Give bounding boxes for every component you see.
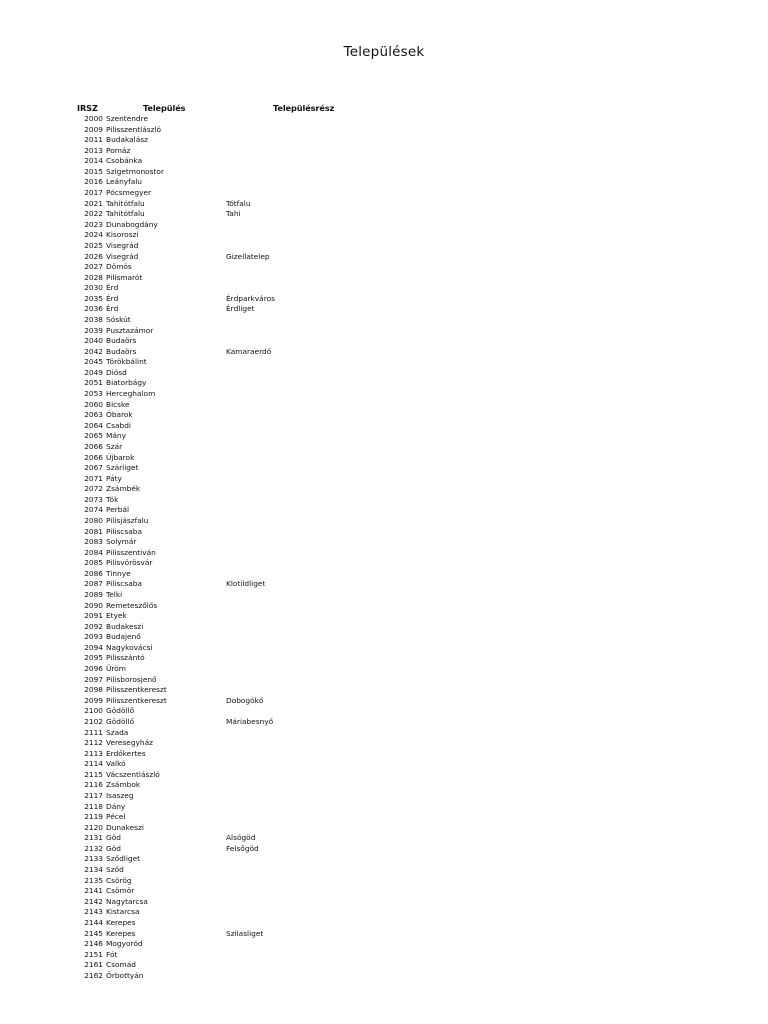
postal-code-cell: 2095 (84, 653, 103, 663)
header-telepules: Település (143, 103, 186, 113)
postal-code-cell: 2131 (84, 833, 103, 843)
table-row (0, 675, 768, 686)
postal-code-cell: 2090 (84, 600, 103, 610)
postal-code-cell: 2060 (84, 399, 103, 409)
settlement-cell: Diósd (106, 367, 127, 377)
postal-code-cell: 2063 (84, 410, 103, 420)
settlement-cell: Pilisszentiván (106, 547, 156, 557)
postal-code-cell: 2071 (84, 473, 103, 483)
header-irsz: IRSZ (77, 103, 98, 113)
settlement-cell: Zsámbok (106, 780, 141, 790)
postal-code-cell: 2014 (84, 156, 103, 166)
table-row (0, 527, 768, 538)
settlement-cell: Pusztazámor (106, 325, 154, 335)
table-row (0, 273, 768, 284)
table-row (0, 971, 768, 982)
settlement-cell: Tahitótfalu (106, 209, 145, 219)
settlement-cell: Dány (106, 801, 126, 811)
table-row (0, 304, 768, 315)
settlement-cell: Piliscsaba (106, 579, 142, 589)
settlement-cell: Nagykovácsi (106, 642, 153, 652)
settlement-cell: Budaörs (106, 346, 137, 356)
settlement-cell: Fót (106, 949, 118, 959)
settlement-part-cell: Tahi (226, 209, 241, 219)
postal-code-cell: 2115 (84, 769, 103, 779)
table-row (0, 177, 768, 188)
table-row (0, 569, 768, 580)
settlement-cell: Csömör (106, 886, 135, 896)
table-row (0, 357, 768, 368)
settlement-cell: Pilisjászfalu (106, 515, 149, 525)
postal-code-cell: 2117 (84, 791, 103, 800)
postal-code-cell: 2092 (84, 621, 103, 631)
postal-code-cell: 2094 (84, 642, 103, 652)
settlement-part-cell: Érdparkváros (226, 293, 275, 303)
settlement-cell: Piliscsaba (106, 526, 142, 536)
table-row (0, 622, 768, 633)
settlement-cell: Kerepes (106, 928, 136, 938)
table-row (0, 114, 768, 125)
table-row (0, 463, 768, 474)
table-row (0, 505, 768, 516)
table-row (0, 664, 768, 675)
settlement-cell: Visegrád (106, 240, 139, 250)
postal-code-cell: 2026 (84, 251, 103, 261)
settlement-cell: Érd (106, 283, 119, 293)
settlement-cell: Óbarok (106, 410, 133, 420)
postal-code-cell: 2015 (84, 166, 103, 176)
table-row (0, 918, 768, 929)
settlement-cell: Őrbottyán (106, 970, 144, 980)
settlement-cell: Etyek (106, 611, 127, 621)
table-row (0, 643, 768, 654)
table-row (0, 770, 768, 781)
settlement-cell: Tök (106, 494, 119, 504)
settlement-cell: Kistarcsa (106, 907, 140, 917)
settlement-cell: Mogyoród (106, 939, 143, 949)
settlement-cell: Érd (106, 304, 119, 314)
table-row (0, 199, 768, 210)
postal-code-cell: 2142 (84, 896, 103, 906)
settlement-cell: Pilismarót (106, 272, 143, 282)
settlement-cell: Gödöllő (106, 706, 135, 716)
table-row (0, 400, 768, 411)
postal-code-cell: 2114 (84, 759, 103, 769)
postal-code-cell: 2135 (84, 875, 103, 885)
postal-code-cell: 2146 (84, 939, 103, 949)
postal-code-cell: 2133 (84, 854, 103, 864)
settlement-cell: Mány (106, 431, 126, 441)
table-row (0, 410, 768, 421)
postal-code-cell: 2102 (84, 716, 103, 726)
table-row (0, 389, 768, 400)
settlement-cell: Pilisborosjenő (106, 674, 157, 684)
postal-code-cell: 2080 (84, 515, 103, 525)
postal-code-cell: 2065 (84, 431, 103, 441)
postal-code-cell: 2151 (84, 949, 103, 959)
postal-code-cell: 2084 (84, 547, 103, 557)
postal-code-cell: 2144 (84, 917, 103, 927)
settlement-cell: Perbál (106, 505, 130, 515)
settlement-cell: Vácszentlászló (106, 769, 160, 779)
table-row (0, 125, 768, 136)
settlement-part-cell: Érdliget (226, 304, 255, 314)
postal-code-cell: 2096 (84, 664, 103, 674)
settlement-cell: Isaszeg (106, 791, 134, 800)
settlement-cell: Solymár (106, 537, 137, 547)
table-row (0, 865, 768, 876)
table-row (0, 135, 768, 146)
postal-code-cell: 2022 (84, 209, 103, 219)
header-telepulesresz: Településrész (273, 103, 335, 113)
settlement-cell: Sóskút (106, 314, 131, 324)
table-row (0, 558, 768, 569)
postal-code-cell: 2013 (84, 145, 103, 155)
settlement-cell: Pócsmegyer (106, 188, 152, 198)
postal-code-cell: 2045 (84, 357, 103, 367)
table-row (0, 685, 768, 696)
table-row (0, 548, 768, 559)
postal-code-cell: 2162 (84, 970, 103, 980)
table-row (0, 262, 768, 273)
table-row (0, 146, 768, 157)
settlement-cell: Dunabogdány (106, 219, 158, 229)
table-row (0, 453, 768, 464)
settlement-cell: Csomád (106, 960, 136, 970)
table-row (0, 706, 768, 717)
postal-code-cell: 2035 (84, 293, 103, 303)
settlement-part-cell: Szilasliget (226, 928, 264, 938)
table-row (0, 823, 768, 834)
postal-code-cell: 2027 (84, 262, 103, 272)
table-row (0, 802, 768, 813)
settlement-cell: Páty (106, 473, 122, 483)
postal-code-cell: 2074 (84, 505, 103, 515)
postal-code-cell: 2141 (84, 886, 103, 896)
table-row (0, 188, 768, 199)
postal-code-cell: 2086 (84, 568, 103, 578)
postal-code-cell: 2145 (84, 928, 103, 938)
settlement-cell: Nagytarcsa (106, 896, 148, 906)
table-row (0, 421, 768, 432)
table-row (0, 611, 768, 622)
table-row (0, 220, 768, 231)
settlement-part-cell: Máriabesnyő (226, 716, 274, 726)
postal-code-cell: 2049 (84, 367, 103, 377)
postal-code-cell: 2028 (84, 272, 103, 282)
settlement-cell: Újbarok (106, 452, 135, 462)
table-row (0, 696, 768, 707)
postal-code-cell: 2091 (84, 611, 103, 621)
table-row (0, 812, 768, 823)
table-row (0, 590, 768, 601)
postal-code-cell: 2100 (84, 706, 103, 716)
table-row (0, 791, 768, 802)
postal-code-cell: 2066 (84, 441, 103, 451)
settlement-cell: Visegrád (106, 251, 139, 261)
settlement-cell: Valkó (106, 759, 126, 769)
table-row (0, 294, 768, 305)
table-row (0, 484, 768, 495)
settlement-cell: Csörög (106, 875, 132, 885)
table-row (0, 495, 768, 506)
postal-code-cell: 2097 (84, 674, 103, 684)
settlement-cell: Remeteszőlős (106, 600, 158, 610)
settlement-part-cell: Tótfalu (226, 198, 251, 208)
postal-code-cell: 2116 (84, 780, 103, 790)
settlement-cell: Pécel (106, 812, 126, 822)
table-row (0, 728, 768, 739)
settlement-cell: Biatorbágy (106, 378, 147, 388)
table-row (0, 749, 768, 760)
settlement-cell: Sződliget (106, 854, 141, 864)
table-row (0, 167, 768, 178)
postal-code-cell: 2118 (84, 801, 103, 811)
settlement-cell: Szigetmonostor (106, 166, 164, 176)
postal-code-cell: 2119 (84, 812, 103, 822)
settlement-cell: Budakeszi (106, 621, 144, 631)
settlement-cell: Pilisszentlászló (106, 124, 162, 134)
settlement-cell: Üröm (106, 664, 127, 674)
table-row (0, 854, 768, 865)
postal-code-cell: 2113 (84, 748, 103, 758)
settlement-cell: Törökbálint (106, 357, 147, 367)
postal-code-cell: 2030 (84, 283, 103, 293)
settlement-cell: Pilisszentkereszt (106, 685, 167, 695)
table-row (0, 230, 768, 241)
settlement-cell: Telki (106, 590, 123, 600)
table-row (0, 537, 768, 548)
postal-code-cell: 2083 (84, 537, 103, 547)
postal-code-cell: 2099 (84, 695, 103, 705)
postal-code-cell: 2143 (84, 907, 103, 917)
postal-code-cell: 2064 (84, 420, 103, 430)
postal-code-cell: 2009 (84, 124, 103, 134)
table-row (0, 209, 768, 220)
table-row (0, 241, 768, 252)
postal-code-cell: 2023 (84, 219, 103, 229)
table-row (0, 315, 768, 326)
postal-code-cell: 2051 (84, 378, 103, 388)
settlement-cell: Budajenő (106, 632, 141, 642)
settlement-cell: Szada (106, 727, 129, 737)
settlement-cell: Tahitótfalu (106, 198, 145, 208)
postal-code-cell: 2087 (84, 579, 103, 589)
postal-code-cell: 2016 (84, 177, 103, 187)
settlement-cell: Csabdi (106, 420, 131, 430)
postal-code-cell: 2053 (84, 389, 103, 399)
table-row (0, 632, 768, 643)
settlement-cell: Szár (106, 441, 123, 451)
postal-code-cell: 2081 (84, 526, 103, 536)
settlement-list (0, 114, 768, 981)
table-row (0, 886, 768, 897)
postal-code-cell: 2093 (84, 632, 103, 642)
table-row (0, 950, 768, 961)
table-row (0, 283, 768, 294)
table-row (0, 653, 768, 664)
postal-code-cell: 2021 (84, 198, 103, 208)
settlement-part-cell: Alsógöd (226, 833, 256, 843)
postal-code-cell: 2067 (84, 463, 103, 473)
table-row (0, 601, 768, 612)
table-row (0, 368, 768, 379)
postal-code-cell: 2098 (84, 685, 103, 695)
settlement-cell: Csobánka (106, 156, 143, 166)
postal-code-cell: 2000 (84, 114, 103, 123)
table-row (0, 442, 768, 453)
postal-code-cell: 2132 (84, 843, 103, 853)
postal-code-cell: 2025 (84, 240, 103, 250)
postal-code-cell: 2111 (84, 727, 103, 737)
settlement-part-cell: Kamaraerdő (226, 346, 272, 356)
page-title: Települések (343, 44, 425, 60)
table-row (0, 336, 768, 347)
postal-code-cell: 2073 (84, 494, 103, 504)
table-row (0, 738, 768, 749)
settlement-part-cell: Klotildliget (226, 579, 266, 589)
table-row (0, 876, 768, 887)
postal-code-cell: 2017 (84, 188, 103, 198)
table-row (0, 939, 768, 950)
postal-code-cell: 2120 (84, 822, 103, 832)
table-row (0, 907, 768, 918)
table-row (0, 156, 768, 167)
settlement-cell: Pilisszántó (106, 653, 145, 663)
postal-code-cell: 2024 (84, 230, 103, 240)
settlement-cell: Pomáz (106, 145, 131, 155)
settlement-cell: Göd (106, 843, 121, 853)
settlement-cell: Erdőkertes (106, 748, 146, 758)
table-row (0, 844, 768, 855)
postal-code-cell: 2072 (84, 484, 103, 494)
postal-code-cell: 2066 (84, 452, 103, 462)
table-row (0, 759, 768, 770)
settlement-part-cell: Felsőgöd (226, 843, 259, 853)
settlement-cell: Szentendre (106, 114, 149, 123)
settlement-part-cell: Gizellatelep (226, 251, 270, 261)
settlement-cell: Kisoroszi (106, 230, 139, 240)
settlement-cell: Kerepes (106, 917, 136, 927)
settlement-cell: Göd (106, 833, 121, 843)
postal-code-cell: 2134 (84, 865, 103, 875)
settlement-cell: Dömös (106, 262, 132, 272)
table-row (0, 474, 768, 485)
postal-code-cell: 2085 (84, 558, 103, 568)
settlement-cell: Bicske (106, 399, 130, 409)
settlement-cell: Pilisszentkereszt (106, 695, 167, 705)
settlement-cell: Sződ (106, 865, 124, 875)
settlement-cell: Leányfalu (106, 177, 142, 187)
table-row (0, 929, 768, 940)
table-row (0, 717, 768, 728)
table-row (0, 960, 768, 971)
settlement-cell: Tinnye (106, 568, 131, 578)
settlement-cell: Veresegyház (106, 738, 154, 748)
settlement-cell: Szárliget (106, 463, 139, 473)
table-row (0, 833, 768, 844)
table-row (0, 378, 768, 389)
postal-code-cell: 2036 (84, 304, 103, 314)
postal-code-cell: 2039 (84, 325, 103, 335)
postal-code-cell: 2040 (84, 336, 103, 346)
settlement-cell: Zsámbék (106, 484, 141, 494)
settlement-cell: Dunakeszi (106, 822, 144, 832)
table-row (0, 326, 768, 337)
settlement-cell: Érd (106, 293, 119, 303)
settlement-part-cell: Dobogókő (226, 695, 264, 705)
postal-code-cell: 2112 (84, 738, 103, 748)
settlement-cell: Herceghalom (106, 389, 156, 399)
postal-code-cell: 2042 (84, 346, 103, 356)
table-row (0, 252, 768, 263)
table-row (0, 579, 768, 590)
settlement-cell: Budaörs (106, 336, 137, 346)
table-row (0, 780, 768, 791)
settlement-cell: Pilisvörösvár (106, 558, 153, 568)
table-row (0, 516, 768, 527)
postal-code-cell: 2089 (84, 590, 103, 600)
table-row (0, 347, 768, 358)
table-row (0, 897, 768, 908)
postal-code-cell: 2161 (84, 960, 103, 970)
table-row (0, 431, 768, 442)
postal-code-cell: 2038 (84, 314, 103, 324)
settlement-cell: Gödöllő (106, 716, 135, 726)
settlement-cell: Budakalász (106, 135, 148, 145)
postal-code-cell: 2011 (84, 135, 103, 145)
